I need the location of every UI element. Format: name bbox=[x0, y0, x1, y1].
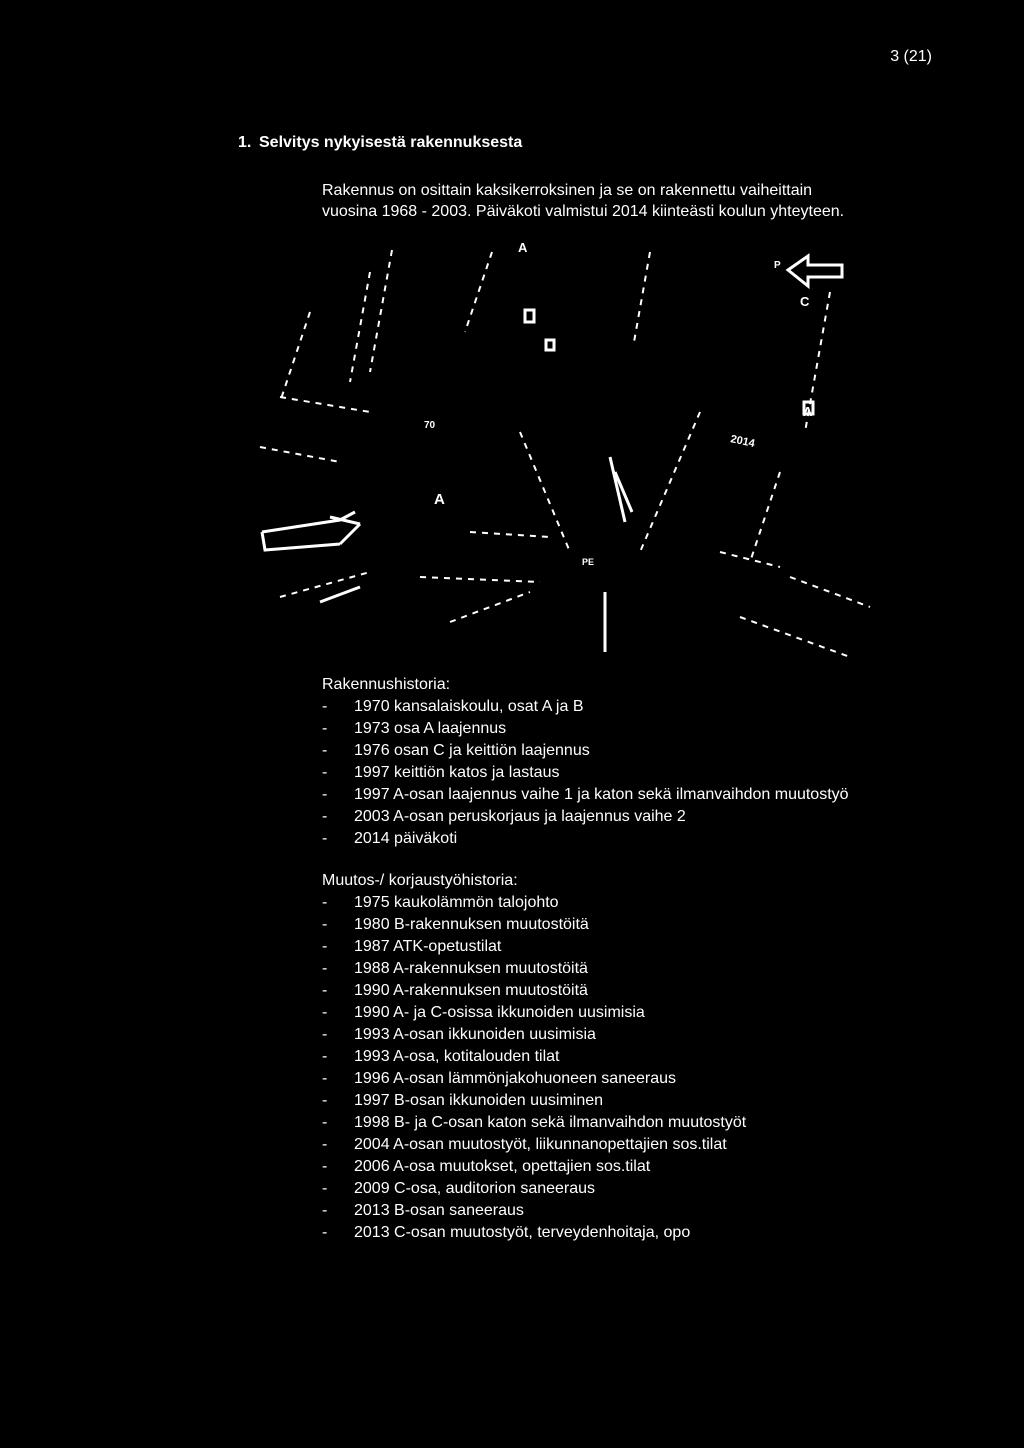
site-label: A bbox=[434, 491, 445, 508]
list-item: - 1997 A-osan laajennus vaihe 1 ja katon sekä ilmanvaihdon muutostyö bbox=[322, 786, 849, 803]
site-label: 70 bbox=[424, 420, 436, 431]
site-label: A bbox=[518, 240, 528, 255]
list-item: - 1996 A-osan lämmönjakohuoneen saneeraus bbox=[322, 1070, 677, 1087]
list-item: - 1987 ATK-opetustilat bbox=[322, 938, 502, 955]
list-item: - 1997 B-osan ikkunoiden uusiminen bbox=[322, 1092, 604, 1109]
repair-history bbox=[322, 870, 962, 1244]
list-item: - 2009 C-osa, auditorion saneeraus bbox=[322, 1180, 596, 1197]
list-item: - 2013 C-osan muutostyöt, terveydenhoitaja, opo bbox=[322, 1224, 691, 1241]
site-label: 2014 bbox=[729, 433, 756, 451]
list-item: - 1970 kansalaiskoulu, osat A ja B bbox=[322, 698, 584, 715]
list-item: - 1988 A-rakennuksen muutostöitä bbox=[322, 960, 588, 977]
section-title: Selvitys nykyisestä rakennuksesta bbox=[259, 134, 523, 151]
list-item: - 2014 päiväkoti bbox=[322, 830, 458, 847]
section-heading bbox=[238, 134, 522, 152]
list-item: - 2013 B-osan saneeraus bbox=[322, 1202, 524, 1219]
intro-paragraph bbox=[322, 180, 942, 222]
intro-line: vuosina 1968 - 2003. Päiväkoti valmistui 2014 kiinteästi koulun yhteyteen. bbox=[322, 203, 845, 220]
site-label: P bbox=[774, 260, 781, 271]
building-history-list bbox=[322, 696, 962, 850]
site-label: A bbox=[803, 404, 813, 419]
site-plan-image bbox=[220, 232, 940, 662]
list-item: - 1990 A-rakennuksen muutostöitä bbox=[322, 982, 588, 999]
section-number: 1. bbox=[238, 134, 252, 151]
list-item: - 1998 B- ja C-osan katon sekä ilmanvaihdon muutostyöt bbox=[322, 1114, 747, 1131]
repair-history-list bbox=[322, 892, 962, 1244]
intro-line: Rakennus on osittain kaksikerroksinen ja se on rakennettu vaiheittain bbox=[322, 182, 813, 199]
site-label: C bbox=[800, 294, 810, 309]
building-history-heading: Rakennushistoria: bbox=[322, 676, 451, 693]
list-item: - 1973 osa A laajennus bbox=[322, 720, 507, 737]
list-item: - 2006 A-osa muutokset, opettajien sos.tilat bbox=[322, 1158, 651, 1175]
list-item: - 1975 kaukolämmön talojohto bbox=[322, 894, 559, 911]
list-item: - 1997 keittiön katos ja lastaus bbox=[322, 764, 560, 781]
list-item: - 1993 A-osan ikkunoiden uusimisia bbox=[322, 1026, 596, 1043]
list-item: - 1976 osan C ja keittiön laajennus bbox=[322, 742, 590, 759]
site-label: PE bbox=[582, 557, 595, 567]
list-item: - 2003 A-osan peruskorjaus ja laajennus vaihe 2 bbox=[322, 808, 686, 825]
list-item: - 1993 A-osa, kotitalouden tilat bbox=[322, 1048, 560, 1065]
repair-history-heading: Muutos-/ korjaustyöhistoria: bbox=[322, 872, 518, 889]
list-item: - 2004 A-osan muutostyöt, liikunnanopettajien sos.tilat bbox=[322, 1136, 727, 1153]
list-item: - 1990 A- ja C-osissa ikkunoiden uusimisia bbox=[322, 1004, 645, 1021]
list-item: - 1980 B-rakennuksen muutostöitä bbox=[322, 916, 589, 933]
building-history bbox=[322, 674, 962, 850]
page-number: 3 (21) bbox=[890, 48, 932, 65]
